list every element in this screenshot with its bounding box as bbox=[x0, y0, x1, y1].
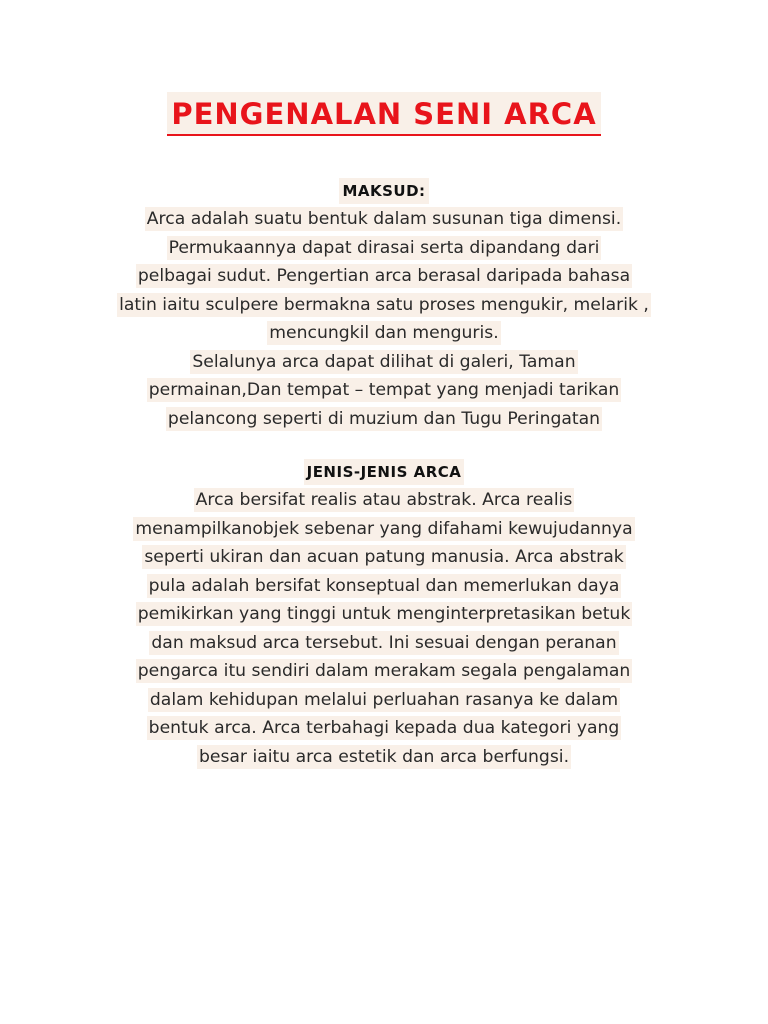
body-line: menampilkanobjek sebenar yang difahami kewujudannya bbox=[135, 518, 633, 539]
section-heading-jenis-jenis-arca: JENIS-JENIS ARCA bbox=[304, 459, 465, 485]
section-body-maksud bbox=[60, 205, 708, 433]
page-title: PENGENALAN SENI ARCA bbox=[167, 92, 600, 136]
section-maksud bbox=[60, 178, 708, 433]
title-container bbox=[0, 92, 768, 136]
body-line: mencungkil dan menguris. bbox=[269, 323, 499, 343]
body-line: pengarca itu sendiri dalam merakam segala pengalaman bbox=[137, 661, 631, 681]
body-line: Arca bersifat realis atau abstrak. Arca realis bbox=[195, 490, 573, 510]
body-line: permainan,Dan tempat – tempat yang menjadi tarikan bbox=[148, 380, 620, 400]
body-line: dan maksud arca tersebut. Ini sesuai dengan peranan bbox=[151, 632, 617, 653]
body-line: pelbagai sudut. Pengertian arca berasal daripada bahasa bbox=[137, 266, 631, 286]
body-line: Selalunya arca dapat dilihat di galeri, Taman bbox=[192, 351, 576, 372]
body-line: dalam kehidupan melalui perluahan rasanya ke dalam bbox=[149, 689, 619, 710]
body-line: besar iaitu arca estetik dan arca berfungsi. bbox=[198, 746, 570, 767]
section-heading-maksud: MAKSUD: bbox=[339, 178, 428, 204]
body-line: bentuk arca. Arca terbahagi kepada dua kategori yang bbox=[148, 718, 620, 738]
body-line: seperti ukiran dan acuan patung manusia. Arca abstrak bbox=[144, 547, 624, 567]
body-line: Permukaannya dapat dirasai serta dipandang dari bbox=[168, 237, 600, 258]
body-line: pemikirkan yang tinggi untuk menginterpretasikan betuk bbox=[137, 604, 631, 624]
body-line: latin iaitu sculpere bermakna satu proses mengukir, melarik , bbox=[119, 294, 649, 315]
body-line: pelancong seperti di muzium dan Tugu Peringatan bbox=[167, 408, 601, 429]
body-line: pula adalah bersifat konseptual dan memerlukan daya bbox=[148, 575, 620, 596]
body-line: Arca adalah suatu bentuk dalam susunan tiga dimensi. bbox=[146, 209, 622, 229]
section-body-jenis-jenis-arca bbox=[60, 486, 708, 771]
section-jenis-jenis-arca bbox=[60, 459, 708, 771]
